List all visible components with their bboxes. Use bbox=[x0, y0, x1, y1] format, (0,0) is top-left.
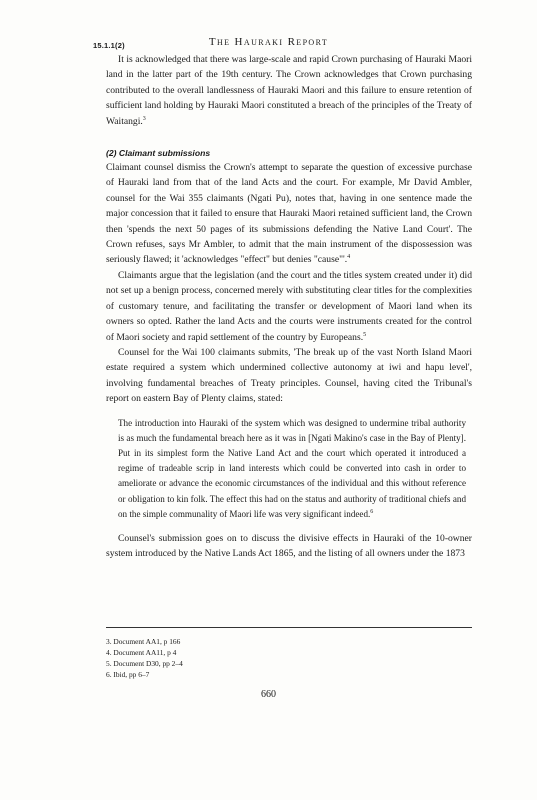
section-number: 15.1.1(2) bbox=[93, 41, 125, 50]
paragraph-crown-acknowledgement bbox=[106, 52, 472, 129]
body-text bbox=[106, 52, 472, 562]
footnote-ref: 6 bbox=[370, 508, 374, 515]
footnote-item: 4. Document AA11, p 4 bbox=[106, 648, 177, 657]
paragraph-text: It is acknowledged that there was large-scale and rapid Crown purchasing of Hauraki Maori land in the latter part of the 19th century. The Crown acknowledges that Crown purchasing contributed to the overall landlessness of Hauraki Maori and this failure to ensure retention of sufficient land holding by Hauraki Maori constituted a breach of the principles of the Treaty of Waitangi. bbox=[106, 54, 472, 127]
paragraph-claimant-counsel bbox=[106, 160, 472, 268]
paragraph-claimants-argue bbox=[106, 268, 472, 345]
footnotes-list bbox=[106, 636, 472, 680]
paragraph-wai-100-counsel bbox=[106, 345, 472, 407]
quote-text bbox=[118, 416, 466, 522]
paragraph-text: Claimant counsel dismiss the Crown's attempt to separate the question of excessive purchase of Hauraki land from that of the land Acts and the court. For example, Mr David Ambler, counsel for the Wai 355 claimants (Ngati Pu), notes that, having in one sentence made the major concession that it failed to ensure that Hauraki Maori retained sufficient land, the Crown then 'spends the next 50 pages of its submissions defending the Native Land Court'. The Crown refuses, says Mr Ambler, to admit that the main instrument of the dispossession was seriously flawed; it 'acknowledges "effect" but denies "cause"'. bbox=[106, 162, 472, 266]
page-number: 660 bbox=[261, 689, 276, 700]
footnote-item: 5. Document D30, pp 2–4 bbox=[106, 659, 183, 668]
quote-body: The introduction into Hauraki of the system which was designed to undermine tribal authority is as much the fundamental breach here as it was in [Ngati Makino's case in the Bay of Plenty]. Put in its simplest form the Native Land Act and the court which operated it introduced a regime of tradeable scrip in land interests which could be converted into cash in order to ameliorate or advance the economic circumstances of the individual and this without reference or obligation to kin folk. The effect this had on the status and authority of traditional chiefs and on the simple communality of Maori life was very significant indeed. bbox=[118, 417, 466, 519]
running-head: The Hauraki Report bbox=[208, 36, 329, 48]
paragraph-text: Claimants argue that the legislation (and the court and the titles system created under it) did not set up a benign process, concerned merely with substituting clear titles for the complexities of customary tenure, and facilitating the transfer or development of Maori land when its owners so opted. Rather the land Acts and the courts were instruments created for the control of Maori society and rapid settlement of the country by Europeans. bbox=[106, 269, 472, 343]
section-subheading: (2) Claimant submissions bbox=[106, 148, 211, 159]
footnote-item: 6. Ibid, pp 6–7 bbox=[106, 670, 150, 679]
footnote-ref: 4 bbox=[347, 254, 351, 261]
footnote-item: 3. Document AA1, p 166 bbox=[106, 637, 181, 646]
paragraph-text: Counsel for the Wai 100 claimants submits, 'The break up of the vast North Island Maori estate required a system which undermined collective autonomy at iwi and hapu level', involving fundamental breaches of Treaty principles. Counsel, having cited the Tribunal's report on eastern Bay of Plenty claims, stated: bbox=[106, 346, 472, 405]
block-quote bbox=[106, 416, 472, 522]
footnote-ref: 5 bbox=[363, 331, 367, 338]
footnote-rule bbox=[106, 627, 472, 628]
footnote-ref: 3 bbox=[142, 115, 146, 122]
paragraph-counsel-submission: Counsel's submission goes on to discuss the divisive effects in Hauraki of the 10-owner system introduced by the Native Lands Act 1865, and the listing of all owners under the 1873 bbox=[106, 532, 472, 560]
